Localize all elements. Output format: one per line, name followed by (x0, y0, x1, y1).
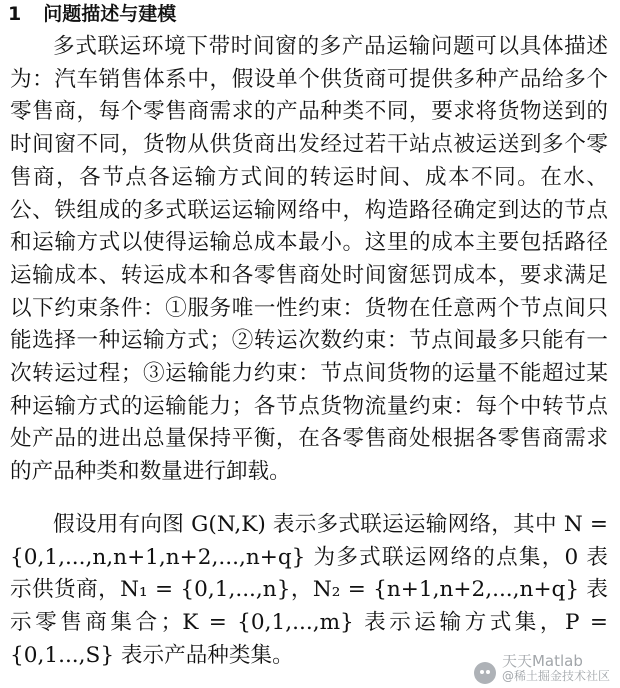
section-heading (8, 2, 176, 26)
paragraph-problem-description: 多式联运环境下带时间窗的多产品运输问题可以具体描述为：汽车销售体系中，假设单个供货商可提供多种产品给多个零售商，每个零售商需求的产品种类不同，要求将货物送到的时间窗不同，货物从供货商出发经过若干站点被运送到多个零售商，各节点各运输方式间的转运时间、成本不同。在水、公、铁组成的多式联运运输网络中，构造路径确定到达的节点和运输方式以使得运输总成本最小。这里的成本主要包括路径运输成本、转运成本和各零售商处时间窗惩罚成本，要求满足以下约束条件：①服务唯一性约束：货物在任意两个节点间只能选择一种运输方式；②转运次数约束：节点间最多只能有一次转运过程；③运输能力约束：节点间货物的运量不能超过某种运输方式的运输能力；各节点货物流量约束：每个中转节点处产品的进出总量保持平衡，在各零售商处根据各零售商需求的产品种类和数量进行卸载。 (10, 34, 608, 485)
section-number: 1 (8, 3, 22, 25)
paragraph-network-definition: 假设用有向图 G(N,K) 表示多式联运运输网络，其中 N = {0,1,...,n,n+1,n+2,...,n+q} 为多式联运网络的点集，0 表示供货商，N₁ = {0,1,...,n}，N₂ = {n+1,n+2,...,n+q} 表示零售商集合；K = {0,1,...,m} 表示运输方式集，P = {0,1...,S} 表示产品种类集。 (10, 512, 608, 668)
watermark-name: 天天Matlab (501, 651, 583, 670)
watermark-sub: @稀土掘金技术社区 (501, 669, 610, 684)
wechat-icon (474, 662, 496, 684)
section-title: 问题描述与建模 (43, 3, 177, 25)
watermark (474, 653, 610, 684)
